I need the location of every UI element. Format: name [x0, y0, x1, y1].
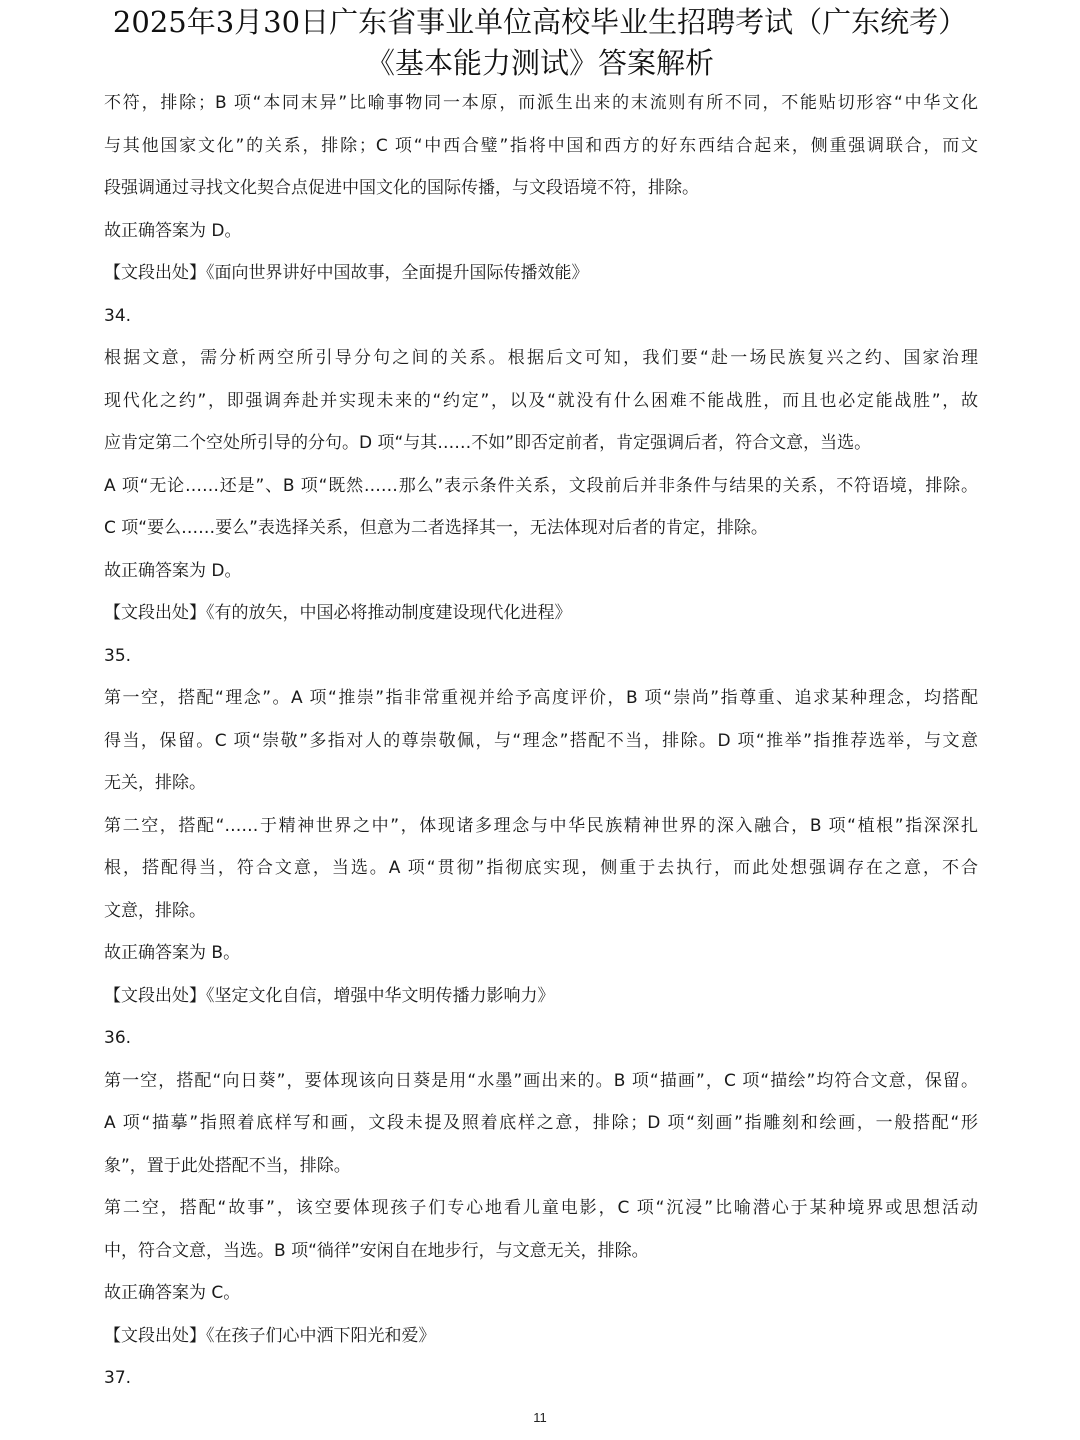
text-line: 不符，排除；B 项“本同末异”比喻事物同一本原，而派生出来的末流则有所不同，不能贴切形容“中华文化	[104, 93, 978, 113]
document-subtitle: 《基本能力测试》答案解析	[365, 46, 714, 80]
text-line: 根据文意，需分析两空所引导分句之间的关系。根据后文可知，我们要“赴一场民族复兴之约、国家治理	[104, 348, 978, 368]
answer-explanation-body	[104, 82, 978, 1400]
text-line: 应肯定第二个空处所引导的分句。D 项“与其……不如”即否定前者，肯定强调后者，符合文意，当选。	[104, 433, 872, 453]
text-line: 中，符合文意，当选。B 项“徜徉”安闲自在地步行，与文意无关，排除。	[104, 1240, 649, 1261]
text-line: 与其他国家文化”的关系，排除；C 项“中西合璧”指将中国和西方的好东西结合起来，侧重强调联合，而文	[104, 135, 978, 156]
page-number: 11	[533, 1410, 547, 1425]
text-line: 【文段出处】《坚定文化自信，增强中华文明传播力影响力》	[104, 985, 555, 1006]
text-line: 根，搭配得当，符合文意，当选。A 项“贯彻”指彻底实现，侧重于去执行，而此处想强调存在之意，不合	[104, 858, 978, 878]
text-line: 36.	[104, 1028, 132, 1048]
text-line: 故正确答案为 B。	[104, 943, 241, 963]
text-line: 故正确答案为 C。	[104, 1283, 241, 1303]
document-title: 2025年3月30日广东省事业单位高校毕业生招聘考试（广东统考）	[112, 5, 968, 39]
text-line: C 项“要么……要么”表选择关系，但意为二者选择其一，无法体现对后者的肯定，排除。	[104, 518, 768, 538]
text-line: 得当，保留。C 项“崇敬”多指对人的尊崇敬佩，与“理念”搭配不当，排除。D 项“推举”指推荐选举，与文意	[104, 730, 978, 751]
text-line: 【文段出处】《在孩子们心中洒下阳光和爱》	[104, 1325, 436, 1346]
text-line: 第一空，搭配“向日葵”，要体现该向日葵是用“水墨”画出来的。B 项“描画”，C 项“描绘”均符合文意，保留。	[104, 1070, 978, 1091]
text-line: 无关，排除。	[104, 773, 206, 793]
text-line: A 项“无论……还是”、B 项“既然……那么”表示条件关系，文段前后并非条件与结果的关系，不符语境，排除。	[104, 475, 978, 496]
text-line: 34.	[104, 305, 132, 326]
text-line: 现代化之约”，即强调奔赴并实现未来的“约定”，以及“就没有什么困难不能战胜，而且也必定能战胜”，故	[104, 390, 978, 411]
text-line: 第二空，搭配“……于精神世界之中”，体现诸多理念与中华民族精神世界的深入融合，B 项“植根”指深深扎	[104, 815, 978, 836]
text-line: 【文段出处】《有的放矢，中国必将推动制度建设现代化进程》	[104, 603, 572, 623]
text-line: 文意，排除。	[104, 900, 206, 921]
text-line: 【文段出处】《面向世界讲好中国故事，全面提升国际传播效能》	[104, 263, 589, 283]
text-line: A 项“描摹”指照着底样写和画，文段未提及照着底样之意，排除；D 项“刻画”指雕刻和绘画，一般搭配“形	[104, 1113, 978, 1133]
text-line: 35.	[104, 645, 132, 666]
text-line: 37.	[104, 1368, 132, 1388]
text-line: 段强调通过寻找文化契合点促进中国文化的国际传播，与文段语境不符，排除。	[104, 178, 699, 198]
text-line: 象”，置于此处搭配不当，排除。	[104, 1155, 351, 1176]
text-line: 故正确答案为 D。	[104, 560, 242, 581]
text-line: 第一空，搭配“理念”。A 项“推崇”指非常重视并给予高度评价，B 项“崇尚”指尊重、追求某种理念，均搭配	[104, 688, 978, 708]
text-line: 故正确答案为 D。	[104, 220, 242, 241]
text-line: 第二空，搭配“故事”，该空要体现孩子们专心地看儿童电影，C 项“沉浸”比喻潜心于某种境界或思想活动	[104, 1198, 978, 1218]
